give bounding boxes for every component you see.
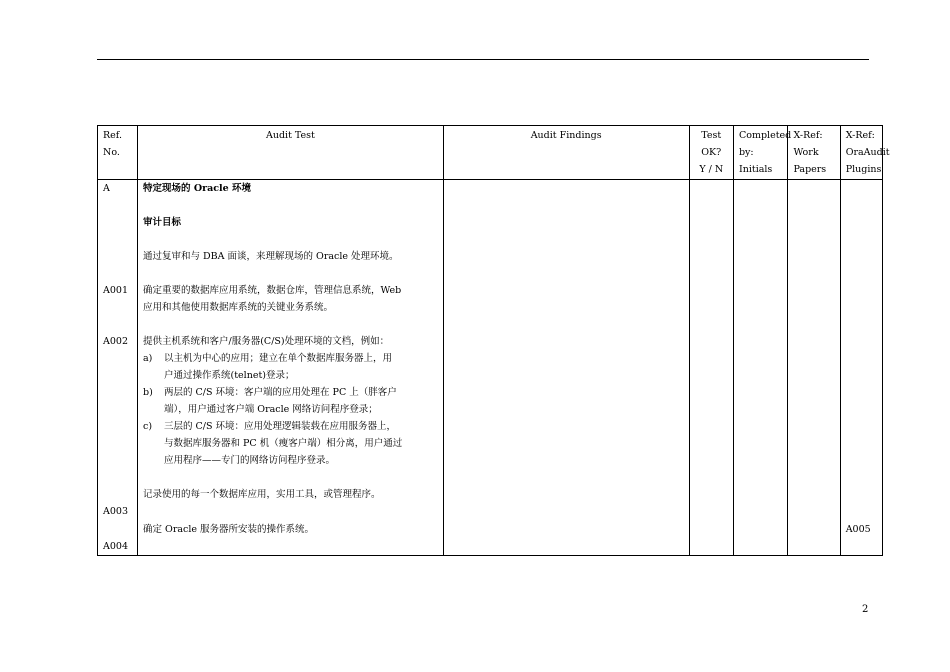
a001-line-2: 应用和其他使用数据库系统的关键业务系统。 [143,302,334,313]
header-rule [97,59,869,60]
table-row [98,180,883,556]
list-item: 与数据库服务器和 PC 机（瘦客户端）相分离，用户通过 [164,438,403,449]
ref-a001: A001 [103,285,128,296]
a004-text: 确定 Oracle 服务器所安装的操作系统。 [143,524,315,535]
audit-table [97,125,890,556]
ref-a004: A004 [103,541,128,552]
list-item: 端），用户通过客户端 Oracle 网络访问程序登录； [164,404,378,415]
a001-line-1: 确定重要的数据库应用系统，数据仓库，管理信息系统，Web [143,285,402,296]
list-item: 户通过操作系统(telnet)登录； [164,370,295,381]
a002-intro: 提供主机系统和客户/服务器(C/S)处理环境的文档，例如： [143,336,390,347]
objective-text: 通过复审和与 DBA 面谈，来理解现场的 Oracle 处理环境。 [143,251,399,262]
header-completed-by: Completed by: Initials [733,126,787,180]
page-number: 2 [862,604,869,615]
table-header-row [98,126,883,180]
audit-test-column [138,180,444,556]
header-audit-test: Audit Test [138,126,444,180]
list-item: b) 两层的 C/S 环境：客户端的应用处理在 PC 上（胖客户 [143,387,397,398]
a003-text: 记录使用的每一个数据库应用，实用工具，或管理程序。 [143,489,381,500]
ref-column [98,180,138,556]
xref-a005: A005 [845,524,871,535]
completed-by-column [733,180,787,556]
audit-findings-column [443,180,689,556]
list-item: a) 以主机为中心的应用；建立在单个数据库服务器上，用 [143,353,393,364]
list-item: 应用程序——专门的网络访问程序登录。 [164,455,336,466]
test-ok-column [689,180,733,556]
ref-a003: A003 [103,506,128,517]
section-title: 特定现场的 Oracle 环境 [143,183,252,194]
header-ref-no: Ref. No. [98,126,138,180]
header-xref-work-papers: X-Ref: Work Papers [788,126,840,180]
xref-oraaudit-column [840,180,882,556]
list-item: c) 三层的 C/S 环境：应用处理逻辑装载在应用服务器上， [143,421,397,432]
header-audit-findings: Audit Findings [443,126,689,180]
header-xref-oraaudit-plugins: X-Ref: OraAudit Plugins [840,126,882,180]
header-test-ok: Test OK? Y / N [689,126,733,180]
xref-work-papers-column [788,180,840,556]
ref-a002: A002 [103,336,128,347]
objective-title: 审计目标 [143,217,182,228]
ref-a: A [103,183,110,194]
